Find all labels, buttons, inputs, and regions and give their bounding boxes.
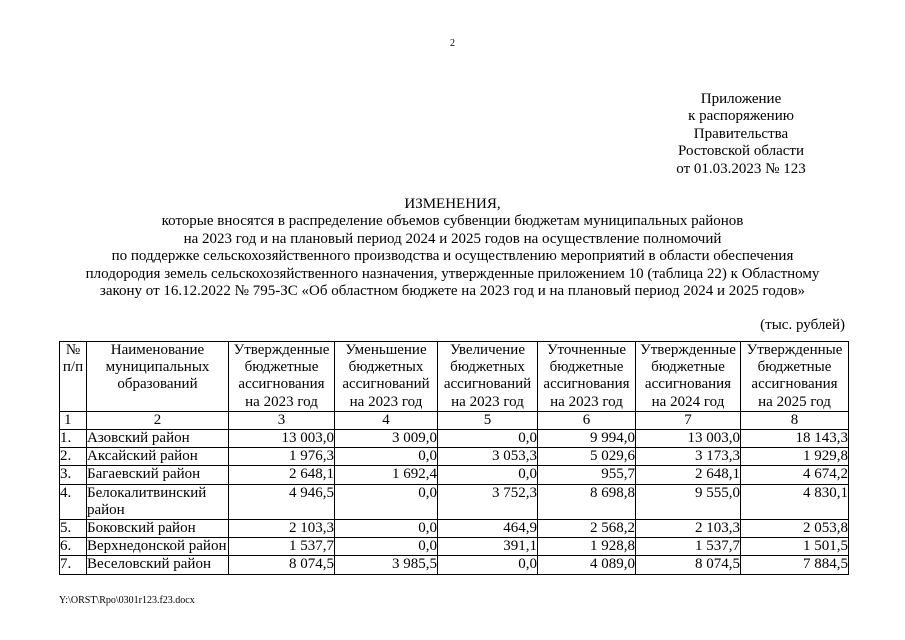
cell-municipality-name: Веселовский район [87, 556, 229, 574]
cell-approved-2023: 2 648,1 [229, 466, 335, 484]
cell-approved-2024: 1 537,7 [636, 538, 741, 556]
cell-revised-2023: 955,7 [538, 466, 636, 484]
header-line: Утвержденные [233, 342, 330, 358]
cell-approved-2025: 4 830,1 [741, 484, 849, 519]
cell-increase-2023: 0,0 [438, 556, 538, 574]
header-line: Утвержденные [640, 342, 736, 358]
header-line: бюджетные [244, 359, 319, 376]
table-row [60, 484, 849, 519]
appendix-line: Правительства [693, 125, 789, 142]
header-municipality-name [87, 342, 229, 412]
table-row [60, 448, 849, 466]
column-number: 7 [636, 411, 741, 429]
column-number: 3 [229, 411, 335, 429]
cell-municipality-name: Боковский район [87, 520, 229, 538]
column-number: 6 [538, 411, 636, 429]
header-line: муниципальных [105, 359, 210, 376]
title-line: закону от 16.12.2022 № 795-ЗС «Об областном бюджете на 2023 год и на плановый период 2024 и 2025 годов» [99, 283, 806, 300]
header-line: Утвержденные [746, 342, 843, 358]
cell-approved-2024: 3 173,3 [636, 448, 741, 466]
header-approved-2025 [741, 342, 849, 412]
cell-approved-2023: 13 003,0 [229, 430, 335, 448]
cell-approved-2023: 4 946,5 [229, 484, 335, 519]
header-approved-2023 [229, 342, 335, 412]
header-decrease-2023 [335, 342, 438, 412]
cell-approved-2025: 1 501,5 [741, 538, 849, 556]
cell-decrease-2023: 0,0 [335, 448, 438, 466]
cell-approved-2023: 2 103,3 [229, 520, 335, 538]
title-heading: ИЗМЕНЕНИЯ, [404, 196, 501, 212]
cell-approved-2024: 8 074,5 [636, 556, 741, 574]
header-line: образований [117, 376, 198, 393]
header-line: бюджетных [450, 359, 525, 376]
cell-approved-2023: 1 537,7 [229, 538, 335, 556]
table-row [60, 556, 849, 574]
header-line: на 2023 год [245, 393, 318, 410]
header-line: бюджетные [651, 359, 725, 376]
file-path-footer: Y:\ORST\Rpo\0301r123.f23.docx [59, 595, 195, 606]
cell-approved-2025: 1 929,8 [741, 448, 849, 466]
header-line: ассигнования [751, 376, 838, 393]
column-numbers-row [60, 411, 849, 429]
cell-municipality-name: Аксайский район [87, 448, 229, 466]
table-row [60, 430, 849, 448]
cell-increase-2023: 3 053,3 [438, 448, 538, 466]
column-number: 1 [60, 411, 87, 429]
header-approved-2024 [636, 342, 741, 412]
header-line: на 2025 год [758, 393, 831, 410]
header-increase-2023 [438, 342, 538, 412]
title-line: на 2023 год и на плановый период 2024 и 2025 годов на осуществление полномочий [183, 230, 722, 247]
cell-approved-2025: 4 674,2 [741, 466, 849, 484]
cell-decrease-2023: 0,0 [335, 520, 438, 538]
cell-revised-2023: 4 089,0 [538, 556, 636, 574]
page-number: 2 [450, 38, 455, 49]
cell-row-number: 4. [60, 484, 87, 519]
column-number: 8 [741, 411, 849, 429]
cell-approved-2024: 9 555,0 [636, 484, 741, 519]
header-line: № [65, 342, 81, 358]
column-number: 4 [335, 411, 438, 429]
cell-row-number: 7. [60, 556, 87, 574]
cell-row-number: 5. [60, 520, 87, 538]
cell-approved-2024: 2 648,1 [636, 466, 741, 484]
cell-decrease-2023: 0,0 [335, 538, 438, 556]
subvention-table [59, 341, 849, 575]
appendix-line: Ростовской области [678, 143, 804, 160]
cell-revised-2023: 2 568,2 [538, 520, 636, 538]
cell-approved-2023: 1 976,3 [229, 448, 335, 466]
appendix-line: от 01.03.2023 № 123 [676, 160, 806, 177]
table-row [60, 538, 849, 556]
cell-row-number: 2. [60, 448, 87, 466]
cell-revised-2023: 1 928,8 [538, 538, 636, 556]
cell-municipality-name: Багаевский район [87, 466, 229, 484]
cell-row-number: 1. [60, 430, 87, 448]
cell-revised-2023: 5 029,6 [538, 448, 636, 466]
cell-municipality-name: Азовский район [87, 430, 229, 448]
cell-decrease-2023: 3 009,0 [335, 430, 438, 448]
header-line: Наименование [110, 342, 205, 358]
cell-approved-2025: 7 884,5 [741, 556, 849, 574]
appendix-block [641, 91, 841, 178]
cell-decrease-2023: 3 985,5 [335, 556, 438, 574]
cell-row-number: 6. [60, 538, 87, 556]
cell-revised-2023: 9 994,0 [538, 430, 636, 448]
table-row [60, 520, 849, 538]
header-line: Увеличение [449, 342, 525, 358]
cell-approved-2024: 2 103,3 [636, 520, 741, 538]
cell-approved-2025: 18 143,3 [741, 430, 849, 448]
header-revised-2023 [538, 342, 636, 412]
table-row [60, 466, 849, 484]
document-title [0, 196, 905, 300]
cell-increase-2023: 391,1 [438, 538, 538, 556]
cell-increase-2023: 464,9 [438, 520, 538, 538]
cell-municipality-name: Верхнедонской район [87, 538, 229, 556]
title-line: которые вносятся в распределение объемов субвенции бюджетам муниципальных районов [161, 213, 744, 230]
units-label: (тыс. рублей) [760, 317, 845, 333]
column-number: 5 [438, 411, 538, 429]
title-line: по поддержке сельскохозяйственного производства и осуществлению мероприятий в области обеспечения [111, 248, 794, 265]
cell-increase-2023: 3 752,3 [438, 484, 538, 519]
cell-increase-2023: 0,0 [438, 430, 538, 448]
cell-revised-2023: 8 698,8 [538, 484, 636, 519]
header-line: ассигнования [644, 376, 732, 393]
appendix-line: Приложение [700, 91, 782, 107]
header-line: бюджетных [348, 359, 424, 376]
header-line: Уточненные [546, 342, 627, 358]
header-line: ассигнования [238, 376, 325, 393]
title-line: плодородия земель сельскохозяйственного назначения, утвержденные приложением 10 (таблица 22) к Областному [85, 265, 820, 282]
header-line: на 2023 год [349, 393, 423, 410]
header-line: на 2023 год [550, 393, 623, 410]
header-line: ассигнований [342, 376, 430, 393]
cell-approved-2024: 13 003,0 [636, 430, 741, 448]
header-line: бюджетные [757, 359, 832, 376]
header-line: на 2023 год [451, 393, 524, 410]
header-line: ассигнований [443, 376, 532, 393]
header-line: Уменьшение [345, 342, 427, 358]
cell-decrease-2023: 1 692,4 [335, 466, 438, 484]
header-line: на 2024 год [651, 393, 725, 410]
table-header-row [60, 342, 849, 412]
cell-decrease-2023: 0,0 [335, 484, 438, 519]
appendix-line: к распоряжению [688, 108, 794, 125]
header-line: п/п [62, 359, 84, 376]
header-line: ассигнования [543, 376, 630, 393]
cell-increase-2023: 0,0 [438, 466, 538, 484]
cell-row-number: 3. [60, 466, 87, 484]
header-row-number [60, 342, 87, 412]
cell-municipality-name: Белокалитвинский район [87, 484, 229, 519]
column-number: 2 [87, 411, 229, 429]
header-line: бюджетные [549, 359, 624, 376]
cell-approved-2023: 8 074,5 [229, 556, 335, 574]
cell-approved-2025: 2 053,8 [741, 520, 849, 538]
